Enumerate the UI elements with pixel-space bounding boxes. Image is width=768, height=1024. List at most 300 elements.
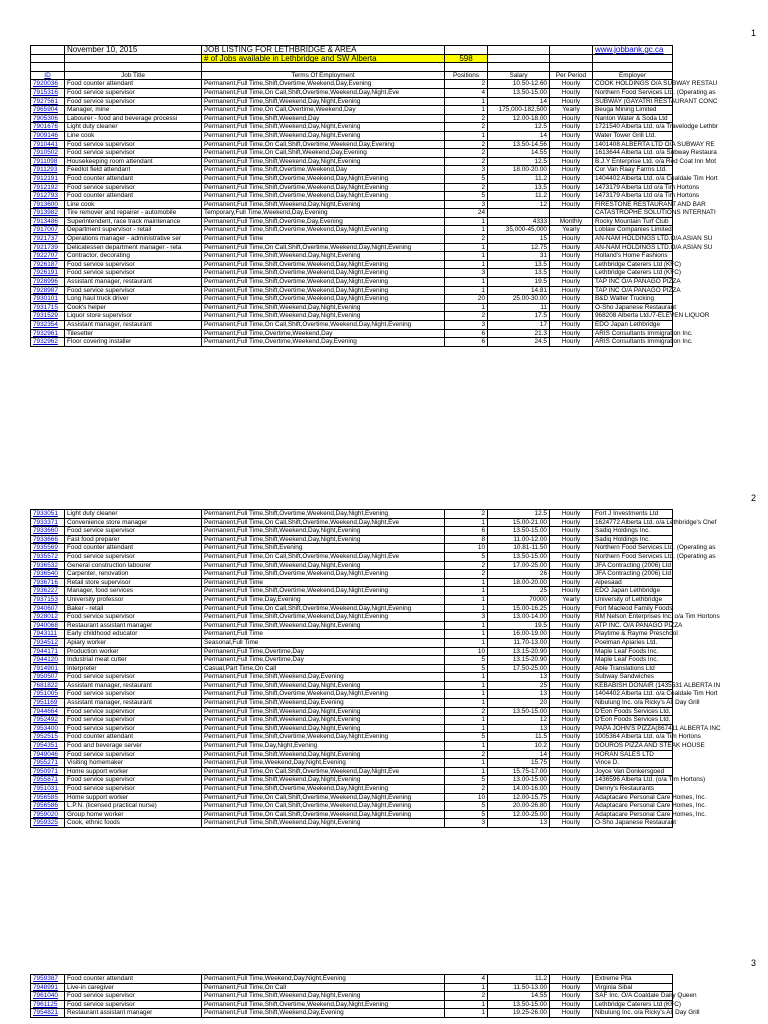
job-id-link[interactable]: 7936227 xyxy=(33,587,58,595)
terms-cell: Permanent,Full Time,On Call,Shift,Overtime,Weekend,Day,Night,Evening xyxy=(202,321,445,330)
job-id-link[interactable]: 7910441 xyxy=(33,140,58,148)
job-id-link[interactable]: 7951031 xyxy=(33,785,58,792)
job-title-cell: Food service supervisor xyxy=(65,269,202,278)
column-header-id[interactable]: ID xyxy=(44,71,51,79)
terms-cell: Permanent,Full Time,Shift,Weekend,Day,Evening xyxy=(202,673,445,682)
job-id-cell[interactable] xyxy=(31,252,65,261)
job-id-cell[interactable] xyxy=(31,321,65,330)
employer-cell: Northern Food Services Ltd. (Operating as xyxy=(593,88,673,97)
positions-cell: 1 xyxy=(445,131,488,140)
positions-cell: 6 xyxy=(445,338,488,347)
job-id-cell[interactable] xyxy=(31,716,65,725)
job-id-link[interactable]: 7912191 xyxy=(33,174,58,182)
job-title-cell: University professor xyxy=(65,595,202,604)
positions-cell: 3 xyxy=(445,269,488,278)
jobbank-link[interactable]: www.jobbank.gc.ca xyxy=(595,45,664,54)
job-id-link[interactable]: 7940607 xyxy=(33,604,58,612)
job-id-link[interactable]: 7935569 xyxy=(33,544,58,552)
salary-cell: 11.70-13.00 xyxy=(488,638,550,647)
job-id-cell[interactable] xyxy=(31,587,65,596)
job-id-cell[interactable] xyxy=(31,604,65,613)
job-id-link[interactable]: 7936716 xyxy=(33,578,58,586)
job-id-link[interactable]: 7933371 xyxy=(33,518,58,526)
job-id-link[interactable]: 7913486 xyxy=(33,217,58,225)
job-id-cell[interactable] xyxy=(31,286,65,295)
employer-cell: Cor Van Raay Farms Ltd. xyxy=(593,166,673,175)
terms-cell: Permanent,Full Time,Shift,Overtime,Weekend,Day,Night,Evening xyxy=(202,785,445,794)
employer-cell: University of Lethbridge xyxy=(593,595,673,604)
job-title-cell: Liquor store supervisor xyxy=(65,312,202,321)
job-title-cell: Department supervisor - retail xyxy=(65,226,202,235)
table-row xyxy=(31,802,673,811)
positions-cell: 2 xyxy=(445,570,488,579)
job-id-cell[interactable] xyxy=(31,664,65,673)
positions-cell: 5 xyxy=(445,733,488,742)
job-id-link[interactable]: 7965904 xyxy=(33,106,58,114)
positions-cell: 1 xyxy=(445,97,488,106)
per-period-cell: Hourly xyxy=(550,174,593,183)
job-id-link[interactable]: 7932961 xyxy=(33,329,58,337)
employer-cell: D'Eon Foods Services Ltd. xyxy=(593,716,673,725)
job-id-link[interactable]: 7956586 xyxy=(33,802,58,810)
salary-cell: 13.15-20.90 xyxy=(488,647,550,656)
job-id-link[interactable]: 7949046 xyxy=(33,750,58,758)
salary-cell: 13 xyxy=(488,819,550,828)
job-id-link[interactable]: 7944120 xyxy=(33,656,58,664)
per-period-cell: Hourly xyxy=(550,260,593,269)
job-id-link[interactable]: 7917007 xyxy=(33,226,58,234)
job-id-link[interactable]: 7912793 xyxy=(33,192,58,200)
salary-cell: 13.50-15.00 xyxy=(488,707,550,716)
salary-cell: 11.5 xyxy=(488,733,550,742)
terms-cell: Permanent,Full Time,Shift,Overtime,Weekend,Day,Night,Evening xyxy=(202,226,445,235)
terms-cell: Permanent,Full Time,Shift,Overtime,Weekend,Day,Night,Evening xyxy=(202,174,445,183)
salary-cell: 12.00-25.00 xyxy=(488,810,550,819)
job-id-cell[interactable] xyxy=(31,793,65,802)
employer-cell: Maple Leaf Foods Inc. xyxy=(593,647,673,656)
job-id-cell[interactable] xyxy=(31,810,65,819)
per-period-cell: Yearly xyxy=(550,595,593,604)
salary-cell: 13.00-15.00 xyxy=(488,776,550,785)
per-period-cell: Hourly xyxy=(550,724,593,733)
job-id-cell[interactable] xyxy=(31,123,65,132)
job-id-cell[interactable] xyxy=(31,260,65,269)
table-row xyxy=(31,604,673,613)
job-id-link[interactable]: 7936532 xyxy=(33,561,58,569)
salary-cell: 12.00-18.00 xyxy=(488,114,550,123)
table-row xyxy=(31,587,673,596)
job-id-cell[interactable] xyxy=(31,613,65,622)
job-id-link[interactable]: 7926191 xyxy=(33,269,58,277)
positions-cell: 1 xyxy=(445,604,488,613)
employer-cell: Nibulung Inc. o/a Ricky's All Day Grill xyxy=(593,699,673,708)
job-id-cell[interactable] xyxy=(31,338,65,347)
job-id-link[interactable]: 7952492 xyxy=(33,716,58,724)
job-id-link[interactable]: 7915316 xyxy=(33,88,58,96)
job-id-cell[interactable] xyxy=(31,209,65,218)
job-id-link[interactable]: 7914901 xyxy=(33,664,58,672)
job-id-link[interactable]: 7928996 xyxy=(33,278,58,286)
positions-cell: 6 xyxy=(445,527,488,536)
salary-cell: 14.00-16.00 xyxy=(488,785,550,794)
job-id-cell[interactable] xyxy=(31,1009,65,1018)
job-id-link[interactable]: 7956585 xyxy=(33,793,58,801)
per-period-cell: Hourly xyxy=(550,252,593,261)
table-row xyxy=(31,235,673,244)
terms-cell: Permanent,Full Time,Shift,Overtime,Weekend,Day,Night,Evening xyxy=(202,183,445,192)
job-id-cell[interactable] xyxy=(31,776,65,785)
job-id-cell[interactable] xyxy=(31,235,65,244)
table-row xyxy=(31,518,673,527)
terms-cell: Permanent,Full Time,Shift,Overtime,Weekend,Day,Night,Evening xyxy=(202,1000,445,1009)
job-id-cell[interactable] xyxy=(31,785,65,794)
job-id-link[interactable]: 7951169 xyxy=(33,699,58,707)
table-row xyxy=(31,269,673,278)
job-id-cell[interactable] xyxy=(31,690,65,699)
job-id-link[interactable]: 7933660 xyxy=(33,527,58,535)
salary-cell: 13.5 xyxy=(488,269,550,278)
job-id-link[interactable]: 7959325 xyxy=(33,819,58,827)
positions-cell: 1 xyxy=(445,673,488,682)
job-id-link[interactable]: 7934512 xyxy=(33,638,58,646)
terms-cell: Permanent,Full Time,Shift,Overtime,Weekend,Day xyxy=(202,166,445,175)
job-table-sheet-2 xyxy=(30,509,721,828)
positions-cell: 1 xyxy=(445,724,488,733)
salary-cell: 14 xyxy=(488,750,550,759)
employer-cell: DOUROS PIZZA AND STEAK HOUSE xyxy=(593,742,673,751)
table-row xyxy=(31,810,673,819)
job-title-cell: Home support worker xyxy=(65,767,202,776)
positions-cell: 5 xyxy=(445,810,488,819)
terms-cell: Permanent,Full Time,On Call,Shift,Overtime,Weekend,Day,Night,Evening xyxy=(202,793,445,802)
job-id-cell[interactable] xyxy=(31,595,65,604)
salary-cell: 13.50-15.00 xyxy=(488,1000,550,1009)
job-id-link[interactable]: 7912192 xyxy=(33,183,58,191)
salary-cell: 11.2 xyxy=(488,975,550,984)
per-period-cell: Hourly xyxy=(550,123,593,132)
terms-cell: Permanent,Full Time,Shift,Overtime,Weekend,Day,Night,Evening xyxy=(202,295,445,304)
job-id-link[interactable]: 7933051 xyxy=(33,510,58,517)
employer-cell: 1721540 Alberta Ltd. o/a Travelodge Lethbr xyxy=(593,123,673,132)
job-id-cell[interactable] xyxy=(31,819,65,828)
page-number: 2 xyxy=(750,493,756,503)
job-id-link[interactable]: 7932962 xyxy=(33,338,58,346)
job-id-link[interactable]: 7913600 xyxy=(33,200,58,208)
job-id-cell[interactable] xyxy=(31,630,65,639)
per-period-cell: Hourly xyxy=(550,535,593,544)
job-id-link[interactable]: 7940068 xyxy=(33,621,58,629)
job-id-link[interactable]: 7921737 xyxy=(33,235,58,243)
job-title-cell: Food service supervisor xyxy=(65,552,202,561)
job-id-link[interactable]: 7955871 xyxy=(33,776,58,784)
job-title-cell: Cook's helper xyxy=(65,303,202,312)
job-id-cell[interactable] xyxy=(31,114,65,123)
job-id-cell[interactable] xyxy=(31,681,65,690)
per-period-cell: Hourly xyxy=(550,776,593,785)
table-row xyxy=(31,578,673,587)
job-id-link[interactable]: 7930101 xyxy=(33,295,58,303)
per-period-cell: Hourly xyxy=(550,793,593,802)
employer-cell: Lethbridge Caterers Ltd (KFC) xyxy=(593,269,673,278)
job-id-cell[interactable] xyxy=(31,88,65,97)
table-row xyxy=(31,217,673,226)
per-period-cell: Hourly xyxy=(550,200,593,209)
job-id-cell[interactable] xyxy=(31,174,65,183)
job-id-cell[interactable] xyxy=(31,217,65,226)
job-id-link[interactable]: 7944171 xyxy=(33,647,58,655)
per-period-cell: Hourly xyxy=(550,578,593,587)
employer-cell: ARIS Consultants Immigration Inc. xyxy=(593,338,673,347)
job-id-cell[interactable] xyxy=(31,192,65,201)
job-id-cell[interactable] xyxy=(31,269,65,278)
job-id-cell[interactable] xyxy=(31,131,65,140)
salary-cell: 12 xyxy=(488,716,550,725)
positions-cell: 1 xyxy=(445,278,488,287)
job-id-cell[interactable] xyxy=(31,552,65,561)
job-id-link[interactable]: 7961125 xyxy=(33,1000,58,1008)
job-id-link[interactable]: 7910502 xyxy=(33,149,58,157)
per-period-cell: Hourly xyxy=(550,767,593,776)
job-id-cell[interactable] xyxy=(31,157,65,166)
job-id-link[interactable]: 7911098 xyxy=(33,157,58,165)
job-id-link[interactable]: 7927561 xyxy=(33,97,58,105)
job-id-link[interactable]: 7911293 xyxy=(33,166,58,174)
job-id-link[interactable]: 7950507 xyxy=(33,673,58,681)
job-id-link[interactable]: 7954821 xyxy=(33,1009,58,1017)
employer-cell: Northern Food Services Ltd. (Operating as xyxy=(593,544,673,553)
terms-cell: Permanent,Full Time,On Call,Shift,Overtime,Weekend,Day,Night,Evening xyxy=(202,802,445,811)
positions-cell: 2 xyxy=(445,785,488,794)
job-id-cell[interactable] xyxy=(31,1000,65,1009)
table-row xyxy=(31,776,673,785)
job-id-link[interactable]: 7951005 xyxy=(33,690,58,698)
job-id-cell[interactable] xyxy=(31,733,65,742)
job-title-cell: Assistant manager, restaurant xyxy=(65,699,202,708)
job-id-cell[interactable] xyxy=(31,295,65,304)
positions-cell: 1 xyxy=(445,1000,488,1009)
job-id-cell[interactable] xyxy=(31,673,65,682)
per-period-cell: Hourly xyxy=(550,733,593,742)
job-id-cell[interactable] xyxy=(31,518,65,527)
job-id-cell[interactable] xyxy=(31,329,65,338)
job-id-cell[interactable] xyxy=(31,106,65,115)
job-title-cell: Operations manager - administrative ser xyxy=(65,235,202,244)
employer-cell: Lethbridge Caterers Ltd (KFC) xyxy=(593,260,673,269)
salary-cell: 31 xyxy=(488,252,550,261)
job-title-cell: Tire remover and repairer - automobile xyxy=(65,209,202,218)
job-id-link[interactable]: 7954351 xyxy=(33,742,58,750)
table-row xyxy=(31,733,673,742)
job-id-cell[interactable] xyxy=(31,975,65,984)
job-id-cell[interactable] xyxy=(31,578,65,587)
employer-cell: Beuga Mining Limited xyxy=(593,106,673,115)
job-id-link[interactable]: 7943111 xyxy=(33,630,57,638)
salary-cell: 13 xyxy=(488,690,550,699)
job-id-link[interactable]: 7921739 xyxy=(33,243,58,251)
salary-cell: 70000 xyxy=(488,595,550,604)
job-id-link[interactable]: 7928012 xyxy=(33,613,58,621)
per-period-cell xyxy=(550,209,593,218)
job-id-link[interactable]: 7932354 xyxy=(33,321,58,328)
employer-cell: PAPA JOHN'S PIZZA(867411 ALBERTA INC xyxy=(593,724,673,733)
job-id-link[interactable]: 7931715 xyxy=(33,303,58,311)
positions-cell: 2 xyxy=(445,80,488,89)
positions-cell: 5 xyxy=(445,656,488,665)
positions-cell: 2 xyxy=(445,183,488,192)
job-id-link[interactable]: 7905306 xyxy=(33,114,58,122)
salary-cell: 14 xyxy=(488,97,550,106)
job-id-link[interactable]: 7952515 xyxy=(33,733,58,741)
employer-cell: AN-NAM HOLDINGS LTD.O/A ASIAN SU xyxy=(593,243,673,252)
table-row xyxy=(31,992,673,1001)
job-id-cell[interactable] xyxy=(31,226,65,235)
job-id-link[interactable]: 7931529 xyxy=(33,312,58,320)
positions-cell: 10 xyxy=(445,793,488,802)
job-id-link[interactable]: 7901676 xyxy=(33,123,58,131)
job-id-cell[interactable] xyxy=(31,80,65,89)
job-id-cell[interactable] xyxy=(31,243,65,252)
job-id-cell[interactable] xyxy=(31,750,65,759)
per-period-cell: Hourly xyxy=(550,716,593,725)
positions-cell: 2 xyxy=(445,707,488,716)
page-number: 1 xyxy=(750,28,756,38)
table-row xyxy=(31,226,673,235)
salary-cell: 175,000-182,500 xyxy=(488,106,550,115)
job-id-cell[interactable] xyxy=(31,200,65,209)
job-id-link[interactable]: 7935572 xyxy=(33,552,58,560)
positions-cell: 1 xyxy=(445,638,488,647)
job-id-link[interactable]: 7928987 xyxy=(33,286,58,294)
employer-cell: JFA Contracting (2006) Ltd xyxy=(593,570,673,579)
terms-cell: Permanent,Full Time,Shift,Weekend,Day,Evening xyxy=(202,1009,445,1018)
job-title-cell: Food service supervisor xyxy=(65,1000,202,1009)
job-id-link[interactable]: 7933666 xyxy=(33,535,58,543)
table-row xyxy=(31,88,673,97)
job-title-cell: Home support worker xyxy=(65,793,202,802)
per-period-cell: Hourly xyxy=(550,742,593,751)
job-id-cell[interactable] xyxy=(31,802,65,811)
per-period-cell: Yearly xyxy=(550,106,593,115)
terms-cell: Permanent,Full Time,Shift,Weekend,Day,Night,Evening xyxy=(202,776,445,785)
salary-cell: 13.50-15.00 xyxy=(488,88,550,97)
employer-cell: Adaptacare Personal Care Homes, Inc. xyxy=(593,802,673,811)
terms-cell: Permanent,Full Time,Shift,Weekend,Day,Night,Evening xyxy=(202,157,445,166)
positions-cell: 1 xyxy=(445,587,488,596)
employer-cell: Vince D. xyxy=(593,759,673,768)
positions-cell: 3 xyxy=(445,819,488,828)
job-title-cell: Restaurant assistant manager xyxy=(65,621,202,630)
job-id-cell[interactable] xyxy=(31,183,65,192)
job-id-link[interactable]: 7913982 xyxy=(33,209,58,217)
job-id-link[interactable]: 7948991 xyxy=(33,983,58,991)
per-period-cell: Hourly xyxy=(550,329,593,338)
job-id-link[interactable]: 7920036 xyxy=(33,80,58,88)
terms-cell: Permanent,Full Time,Day,Night,Evening xyxy=(202,742,445,751)
salary-cell: 10.2 xyxy=(488,742,550,751)
job-id-cell[interactable] xyxy=(31,724,65,733)
job-id-cell[interactable] xyxy=(31,278,65,287)
positions-cell: 2 xyxy=(445,561,488,570)
terms-cell: Permanent,Full Time,Shift,Weekend,Day,Night,Evening xyxy=(202,681,445,690)
job-id-link[interactable]: 7955271 xyxy=(33,759,58,767)
job-id-cell[interactable] xyxy=(31,97,65,106)
column-header-salary: Salary xyxy=(488,71,550,80)
job-id-cell[interactable] xyxy=(31,983,65,992)
job-id-cell[interactable] xyxy=(31,742,65,751)
job-id-link[interactable]: 7922707 xyxy=(33,252,58,260)
job-id-cell[interactable] xyxy=(31,544,65,553)
job-id-link[interactable]: 7926187 xyxy=(33,260,58,268)
job-id-link[interactable]: 7909146 xyxy=(33,131,58,139)
job-id-cell[interactable] xyxy=(31,767,65,776)
positions-cell: 10 xyxy=(445,647,488,656)
salary-cell: 12.5 xyxy=(488,510,550,519)
job-id-cell[interactable] xyxy=(31,510,65,519)
job-id-link[interactable]: 7953400 xyxy=(33,724,58,732)
job-id-cell[interactable] xyxy=(31,638,65,647)
terms-cell: Permanent,Full Time,Shift,Weekend,Day,Night,Evening xyxy=(202,303,445,312)
salary-cell: 15 xyxy=(488,235,550,244)
job-id-cell[interactable] xyxy=(31,166,65,175)
job-id-link[interactable]: 7961040 xyxy=(33,992,58,1000)
per-period-cell: Monthly xyxy=(550,217,593,226)
positions-cell: 20 xyxy=(445,295,488,304)
table-row xyxy=(31,97,673,106)
positions-cell: 3 xyxy=(445,613,488,622)
job-id-link[interactable]: 7936540 xyxy=(33,570,58,578)
job-id-link[interactable]: 7959020 xyxy=(33,810,58,818)
table-row xyxy=(31,621,673,630)
salary-cell: 10.50-12.60 xyxy=(488,80,550,89)
table-row xyxy=(31,252,673,261)
job-id-cell[interactable] xyxy=(31,647,65,656)
job-title-cell: Food service supervisor xyxy=(65,260,202,269)
job-id-cell[interactable] xyxy=(31,312,65,321)
table-row xyxy=(31,149,673,158)
job-id-link[interactable]: 7681822 xyxy=(33,681,58,689)
job-id-cell[interactable] xyxy=(31,621,65,630)
job-id-cell[interactable] xyxy=(31,759,65,768)
job-id-link[interactable]: 7950971 xyxy=(33,767,58,775)
positions-cell: 1 xyxy=(445,303,488,312)
salary-cell: 12.5 xyxy=(488,157,550,166)
job-id-link[interactable]: 7944664 xyxy=(33,707,58,715)
job-id-link[interactable]: 7937153 xyxy=(33,595,58,603)
job-id-cell[interactable] xyxy=(31,570,65,579)
job-id-cell[interactable] xyxy=(31,699,65,708)
job-id-cell[interactable] xyxy=(31,561,65,570)
jobs-count: 598 xyxy=(445,54,488,63)
job-id-cell[interactable] xyxy=(31,992,65,1001)
employer-cell: Sadiq Holdings Inc. xyxy=(593,535,673,544)
job-title-cell: Assistant manager, restaurant xyxy=(65,681,202,690)
job-id-cell[interactable] xyxy=(31,140,65,149)
job-id-cell[interactable] xyxy=(31,707,65,716)
job-id-cell[interactable] xyxy=(31,535,65,544)
job-id-cell[interactable] xyxy=(31,149,65,158)
salary-cell: 21.3 xyxy=(488,329,550,338)
job-id-cell[interactable] xyxy=(31,303,65,312)
job-id-link[interactable]: 7959387 xyxy=(33,975,58,982)
salary-cell: 14.55 xyxy=(488,992,550,1001)
job-id-cell[interactable] xyxy=(31,656,65,665)
terms-cell: Permanent,Full Time,On Call,Shift,Overtime,Weekend,Day,Night,Evening xyxy=(202,243,445,252)
job-title-cell: Retail store supervisor xyxy=(65,578,202,587)
job-id-cell[interactable] xyxy=(31,527,65,536)
per-period-cell: Hourly xyxy=(550,286,593,295)
terms-cell: Permanent,Full Time,On Call,Overtime,Weekend,Day xyxy=(202,106,445,115)
employer-cell: HORAN SALES LTD xyxy=(593,750,673,759)
